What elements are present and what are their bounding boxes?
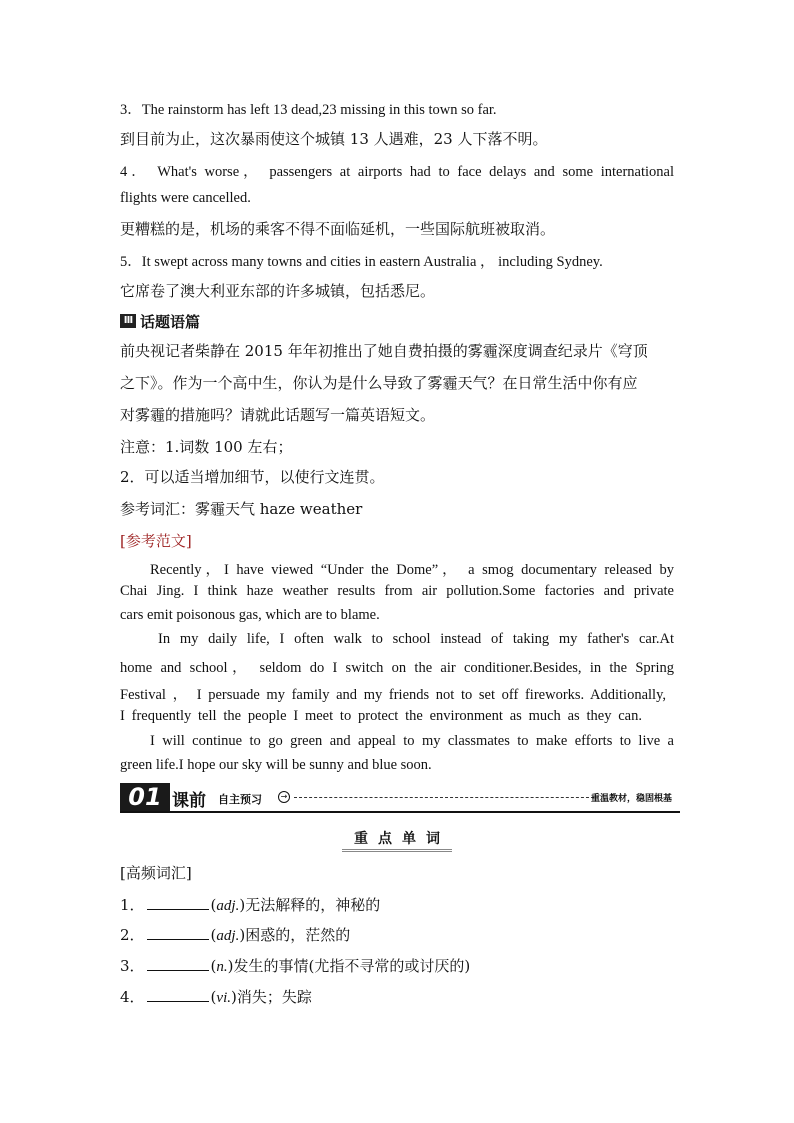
banner-rule (120, 811, 680, 813)
vocab-category: [高频词汇] (120, 864, 192, 882)
key-words-heading (0, 828, 794, 848)
essay-line: green life.I hope our sky will be sunny and blue soon. (120, 757, 432, 773)
vocab-item-number: 1． (120, 896, 145, 914)
essay-line: In my daily life, I often walk to school instead of taking my father's car.At (158, 631, 674, 647)
vocab-item-meaning: 消失；失踪 (236, 988, 312, 1006)
sentence-5-zh: 它席卷了澳大利亚东部的许多城镇，包括悉尼。 (120, 282, 436, 300)
key-words-title: 重点单词 (342, 829, 452, 852)
essay-line: Festival ， I persuade my family and my friends not to set off fireworks. Additionally, (120, 687, 666, 703)
answer-blank[interactable] (147, 989, 209, 1002)
vocab-item-pos: adj. (216, 928, 240, 944)
topic-note-1: 注意：1.词数 100 左右； (120, 438, 293, 456)
essay-line: I will continue to go green and appeal to my classmates to make efforts to live a (150, 733, 674, 749)
vocab-item-meaning: 困惑的，茫然的 (245, 926, 351, 944)
essay-line: cars emit poisonous gas, which are to blame. (120, 607, 380, 623)
vocab-item-pos: adj. (216, 898, 240, 914)
vocab-item: 1． (adj.)无法解释的，神秘的 (120, 896, 381, 914)
banner-divider (294, 797, 594, 798)
essay-line: Recently，I have viewed “Under the Dome”， a smog documentary released by (150, 562, 674, 578)
answer-blank[interactable] (147, 897, 209, 910)
vocab-item-meaning: 无法解释的，神秘的 (245, 896, 381, 914)
vocab-item: 3． (n.)发生的事情(尤指不寻常的或讨厌的) (120, 957, 471, 975)
topic-vocab: 参考词汇：雾霾天气 haze weather (120, 500, 363, 518)
vocab-item-number: 2． (120, 926, 145, 944)
essay-line: Chai Jing. I think haze weather results from air pollution.Some factories and private (120, 583, 674, 599)
answer-blank[interactable] (147, 927, 209, 940)
section-banner (120, 783, 680, 813)
arrow-right-icon: → (278, 791, 290, 803)
vocab-item-number: 4． (120, 988, 145, 1006)
vocab-item: 2． (adj.)困惑的，茫然的 (120, 926, 351, 944)
answer-blank[interactable] (147, 958, 209, 971)
topic-prompt-line2: 之下》。作为一个高中生，你认为是什么导致了雾霾天气？在日常生活中你有应 (120, 374, 638, 392)
sentence-3-zh: 到目前为止，这次暴雨使这个城镇 13 人遇难，23 人下落不明。 (120, 130, 548, 148)
topic-note-2: 2．可以适当增加细节，以使行文连贯。 (120, 468, 385, 486)
banner-number: 01 (120, 783, 170, 811)
banner-subtitle: 自主预习 (218, 793, 262, 806)
roman-three-badge: Ⅲ (120, 314, 136, 328)
model-essay-label: [参考范文] (120, 532, 192, 550)
banner-title: 课前 (172, 791, 206, 811)
essay-line: home and school， seldom do I switch on the air conditioner.Besides, in the Spring (120, 660, 674, 676)
banner-tagline: 重温教材，稳固根基 (590, 794, 672, 804)
sentence-4-zh: 更糟糕的是，机场的乘客不得不面临延机，一些国际航班被取消。 (120, 220, 556, 238)
sentence-4-en-line1: 4． What's worse， passengers at airports had to face delays and some international (120, 164, 674, 180)
vocab-item-pos: vi. (216, 990, 231, 1006)
sentence-3-en: 3．The rainstorm has left 13 dead,23 missing in this town so far. (120, 102, 497, 118)
vocab-item-pos: n. (216, 959, 228, 975)
vocab-item-meaning: 发生的事情(尤指不寻常的或讨厌的) (233, 957, 471, 975)
topic-prompt-line1: 前央视记者柴静在 2015 年年初推出了她自费拍摄的雾霾深度调查纪录片《穹顶 (120, 342, 648, 360)
topic-section-label (120, 312, 200, 330)
essay-line: I frequently tell the people I meet to protect the environment as much as they can. (120, 708, 642, 724)
topic-section-title: 话题语篇 (140, 312, 201, 331)
vocab-item: 4． (vi.)消失；失踪 (120, 988, 312, 1006)
sentence-5-en: 5．It swept across many towns and cities in eastern Australia ， including Sydney. (120, 254, 603, 270)
vocab-item-number: 3． (120, 957, 145, 975)
sentence-4-en-line2: flights were cancelled. (120, 190, 251, 206)
topic-prompt-line3: 对雾霾的措施吗？请就此话题写一篇英语短文。 (120, 406, 436, 424)
